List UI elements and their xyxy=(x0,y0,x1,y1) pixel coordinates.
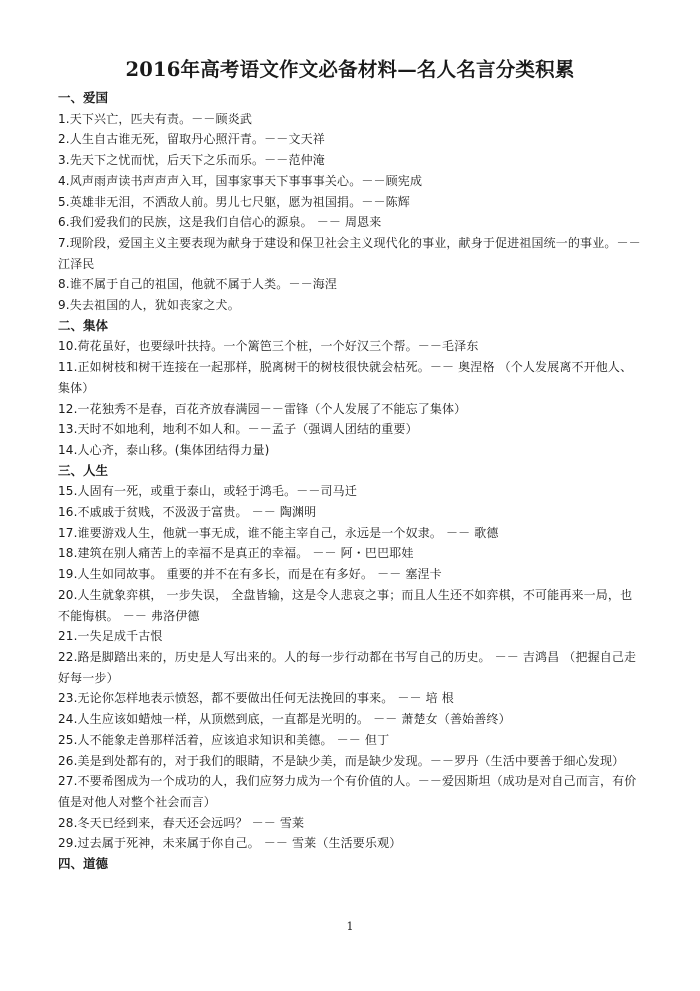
page-number: 1 xyxy=(346,920,354,933)
quote-item: 3.先天下之忧而忧，后天下之乐而乐。－－范仲淹 xyxy=(58,153,325,168)
section-heading: 一、爱国 xyxy=(58,90,109,105)
quote-item: 20.人生就象弈棋， 一步失误， 全盘皆输，这是令人悲哀之事；而且人生还不如弈棋，不可能再来一局，也不能悔棋。 －－ 弗洛伊德 xyxy=(58,587,633,623)
quote-item: 9.失去祖国的人，犹如丧家之犬。 xyxy=(58,298,240,313)
quote-item: 8.谁不属于自己的祖国，他就不属于人类。－－海涅 xyxy=(58,277,338,292)
section-heading: 四、道德 xyxy=(58,856,109,872)
quote-item: 11.正如树枝和树干连接在一起那样，脱离树干的树枝很快就会枯死。－－ 奥涅格 （个人发展离不开他人、集体） xyxy=(58,360,633,395)
quote-item: 18.建筑在别人痛苦上的幸福不是真正的幸福。 －－ 阿・巴巴耶娃 xyxy=(58,546,414,561)
section-heading: 三、人生 xyxy=(58,462,109,478)
quote-item: 13.天时不如地利，地利不如人和。－－孟子（强调人团结的重要） xyxy=(58,422,418,437)
quote-item: 15.人固有一死，或重于泰山，或轻于鸿毛。－－司马迁 xyxy=(58,484,357,499)
quote-item: 2.人生自古谁无死，留取丹心照汗青。－－文天祥 xyxy=(58,132,325,147)
quote-item: 4.风声雨声读书声声声入耳，国事家事天下事事事关心。－－顾宪成 xyxy=(58,173,423,188)
quote-item: 27.不要希图成为一个成功的人，我们应努力成为一个有价值的人。－－爱因斯坦（成功是对自己而言，有价值是对他人对整个社会而言） xyxy=(58,774,637,809)
section-heading: 二、集体 xyxy=(58,317,109,333)
quote-item: 1.天下兴亡，匹夫有责。－－顾炎武 xyxy=(58,111,253,126)
quote-item: 16.不戚戚于贫贱，不汲汲于富贵。 －－ 陶渊明 xyxy=(58,505,317,520)
quote-item: 28.冬天已经到来，春天还会远吗？ －－ 雪莱 xyxy=(58,815,305,830)
document-body xyxy=(58,88,642,875)
quote-item: 7.现阶段，爱国主义主要表现为献身于建设和保卫社会主义现代化的事业，献身于促进祖国统一的事业。－－江泽民 xyxy=(58,235,641,271)
quote-item: 26.美是到处都有的，对于我们的眼睛，不是缺少美，而是缺少发现。－－罗丹（生活中要善于细心发现） xyxy=(58,753,625,768)
quote-item: 10.荷花虽好，也要绿叶扶持。一个篱笆三个桩，一个好汉三个帮。－－毛泽东 xyxy=(58,339,479,354)
quote-item: 29.过去属于死神，未来属于你自己。 －－ 雪莱（生活要乐观） xyxy=(58,836,402,851)
quote-item: 21.一失足成千古恨 xyxy=(58,629,163,644)
quote-item: 25.人不能象走兽那样活着，应该追求知识和美德。 －－ 但丁 xyxy=(58,732,390,747)
quote-item: 19.人生如同故事。 重要的并不在有多长，而是在有多好。 －－ 塞涅卡 xyxy=(58,567,442,582)
quote-item: 23.无论你怎样地表示愤怒，都不要做出任何无法挽回的事来。 －－ 培 根 xyxy=(58,691,454,706)
document-title: 2016年高考语文作文必备材料—名人名言分类积累 xyxy=(125,58,575,81)
quote-item: 5.英雄非无泪，不洒敌人前。男儿七尺躯，愿为祖国捐。－－陈辉 xyxy=(58,194,410,209)
quote-item: 6.我们爱我们的民族，这是我们自信心的源泉。 －－ 周恩来 xyxy=(58,215,382,230)
quote-item: 22.路是脚踏出来的，历史是人写出来的。人的每一步行动都在书写自己的历史。 －－ 吉鸿昌 （把握自己走好每一步） xyxy=(58,649,637,685)
quote-item: 12.一花独秀不是春，百花齐放春满园－－雷锋（个人发展了不能忘了集体） xyxy=(58,401,467,416)
quote-item: 14.人心齐，泰山移。(集体团结得力量) xyxy=(58,442,270,457)
quote-item: 24.人生应该如蜡烛一样，从顶燃到底，一直都是光明的。 －－ 萧楚女（善始善终） xyxy=(58,712,511,727)
quote-item: 17.谁要游戏人生，他就一事无成，谁不能主宰自己，永远是一个奴隶。 －－ 歌德 xyxy=(58,525,499,540)
